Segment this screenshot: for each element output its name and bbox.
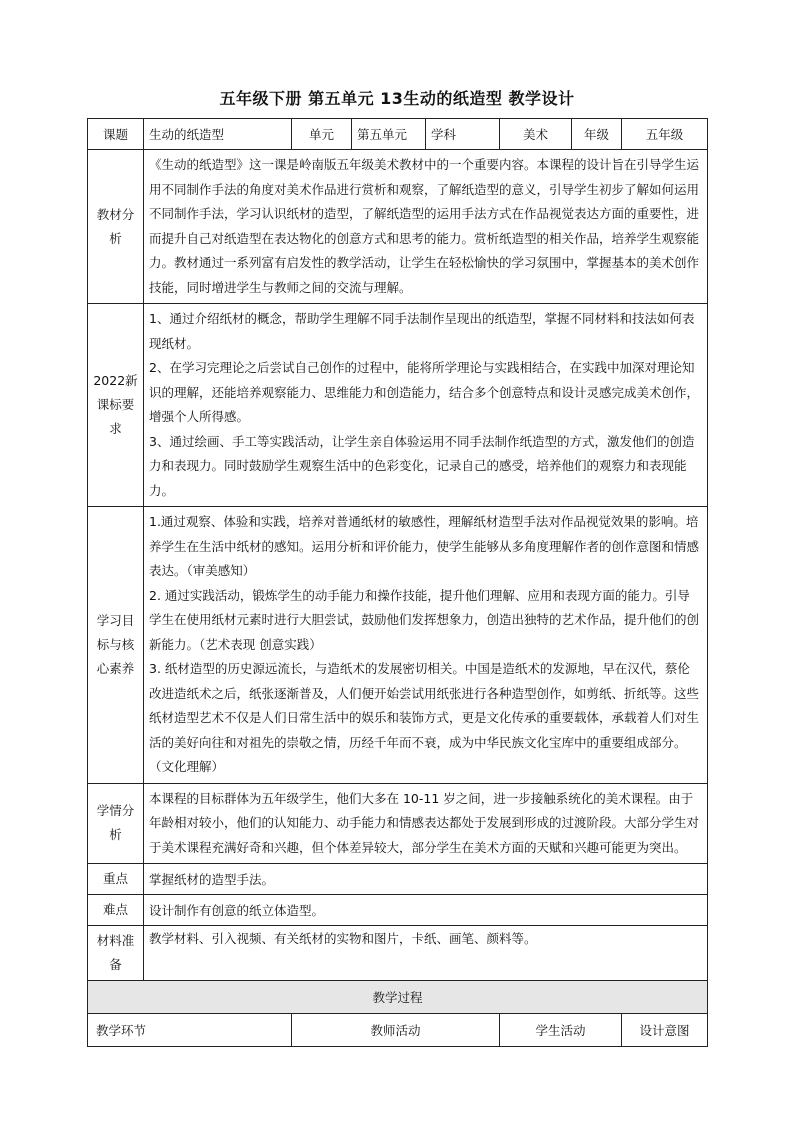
standards-label: 2022新课标要求 <box>88 304 144 507</box>
column-design-intent: 设计意图 <box>622 1014 708 1047</box>
column-teacher-activity: 教师活动 <box>292 1014 500 1047</box>
column-stage <box>88 1014 292 1047</box>
process-header: 教学过程 <box>88 981 708 1014</box>
materials-label: 材料准备 <box>88 926 144 981</box>
subject-label: 学科 <box>426 119 500 150</box>
lesson-plan-table <box>87 118 708 1047</box>
standards-content <box>144 304 708 507</box>
textbook-analysis-label: 教材分析 <box>88 150 144 304</box>
key-point-row <box>88 864 708 895</box>
goals-row <box>88 507 708 784</box>
difficulty-label: 难点 <box>88 895 144 926</box>
materials-text: 教学材料、引入视频、有关纸材的实物和图片，卡纸、画笔、颜料等。 <box>144 926 708 981</box>
learner-analysis-row <box>88 783 708 864</box>
goals-item: 1.通过观察、体验和实践，培养对普通纸材的敏感性，理解纸材造型手法对作品视觉效果的影响。培养学生在生活中纸材的感知。运用分析和评价能力，使学生能够从多角度理解作者的创作意图和情感表达。（审美感知） <box>149 514 700 578</box>
column-student-activity: 学生活动 <box>500 1014 622 1047</box>
grade-value: 五年级 <box>622 119 708 150</box>
goals-content <box>144 507 708 784</box>
process-columns-row <box>88 1014 708 1047</box>
process-header-row <box>88 981 708 1014</box>
materials-row <box>88 926 708 981</box>
topic-label: 课题 <box>88 119 144 150</box>
goals-item: 2. 通过实践活动，锻炼学生的动手能力和操作技能，提升他们理解、应用和表现方面的能力。引导学生在使用纸材元素时进行大胆尝试，鼓励他们发挥想象力，创造出独特的艺术作品，提升他们的创新能力。（艺术表现 创意实践） <box>149 587 700 652</box>
grade-label: 年级 <box>572 119 622 150</box>
standards-item: 3、通过绘画、手工等实践活动，让学生亲自体验运用不同手法制作纸造型的方式，激发他们的创造力和表现力。同时鼓励学生观察生活中的色彩变化，记录自己的感受，培养他们的观察力和表现能力。 <box>149 433 695 498</box>
difficulty-row <box>88 895 708 926</box>
learner-analysis-text: 本课程的目标群体为五年级学生，他们大多在 10-11 岁之间，进一步接触系统化的美术课程。由于年龄相对较小，他们的认知能力、动手能力和情感表达都处于发展到形成的过渡阶段。大部分学生对于美术课程充满好奇和兴趣，但个体差异较大，部分学生在美术方面的天赋和兴趣可能更为突出。 <box>144 783 708 864</box>
key-point-label: 重点 <box>88 864 144 895</box>
info-row <box>88 119 708 150</box>
textbook-analysis-text: 《生动的纸造型》这一课是岭南版五年级美术教材中的一个重要内容。本课程的设计旨在引导学生运用不同制作手法的角度对美术作品进行赏析和观察，了解纸造型的意义，引导学生初步了解如何运用不同制作手法，学习认识纸材的造型，了解纸造型的运用手法方式在作品视觉表达方面的重要性，进而提升自己对纸造型在表达物化的创意方式和思考的能力。赏析纸造型的相关作品，培养学生观察能力。教材通过一系列富有启发性的教学活动，让学生在轻松愉快的学习氛围中，掌握基本的美术创作技能，同时增进学生与教师之间的交流与理解。 <box>144 150 708 304</box>
topic-value: 生动的纸造型 <box>144 119 292 150</box>
standards-item: 1、通过介绍纸材的概念，帮助学生理解不同手法制作呈现出的纸造型，掌握不同材料和技法如何表现纸材。 <box>149 311 695 351</box>
standards-row <box>88 304 708 507</box>
learner-analysis-label: 学情分析 <box>88 783 144 864</box>
unit-value: 第五单元 <box>352 119 426 150</box>
standards-item: 2、在学习完理论之后尝试自己创作的过程中，能将所学理论与实践相结合，在实践中加深对理论知识的理解，还能培养观察能力、思维能力和创造能力，结合多个创意特点和设计灵感完成美术创作，增强个人所得感。 <box>149 360 700 424</box>
column-stage-label: 教学环节 <box>96 1023 147 1038</box>
subject-value: 美术 <box>500 119 572 150</box>
goals-label: 学习目标与核心素养 <box>88 507 144 784</box>
unit-label: 单元 <box>292 119 352 150</box>
difficulty-text: 设计制作有创意的纸立体造型。 <box>144 895 708 926</box>
goals-item: 3. 纸材造型的历史源远流长，与造纸术的发展密切相关。中国是造纸术的发源地，早在汉代，蔡伦改进造纸术之后，纸张逐渐普及，人们便开始尝试用纸张进行各种造型创作，如剪纸、折纸等。这些纸材造型艺术不仅是人们日常生活中的娱乐和装饰方式，更是文化传承的重要载体，承载着人们对生活的美好向往和对祖先的崇敬之情，历经千年而不衰，成为中华民族文化宝库中的重要组成部分。（文化理解） <box>149 661 700 774</box>
textbook-analysis-row <box>88 150 708 304</box>
document-title: 五年级下册 第五单元 13生动的纸造型 教学设计 <box>219 89 575 108</box>
key-point-text: 掌握纸材的造型手法。 <box>144 864 708 895</box>
